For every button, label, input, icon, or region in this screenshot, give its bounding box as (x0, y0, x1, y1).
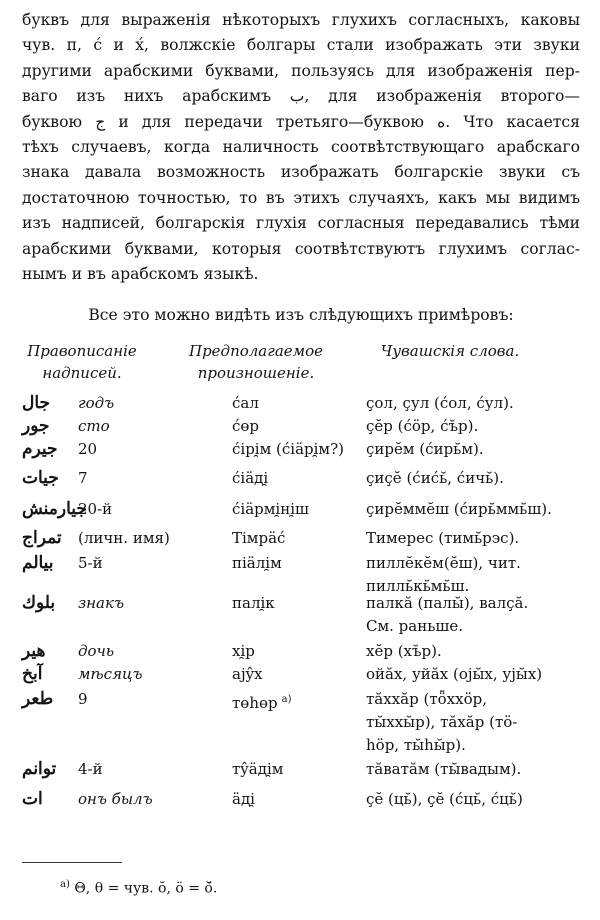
pronunciation (232, 663, 263, 686)
table-row (0, 640, 600, 663)
translation: дочь (78, 642, 115, 660)
pronunciation (232, 688, 292, 715)
table-row (0, 415, 600, 438)
numeral-label: 20-й (78, 500, 113, 518)
table-row (0, 592, 600, 640)
translation: годъ (78, 394, 115, 412)
footnote-rule (22, 862, 122, 863)
numeral-label: 4-й (78, 760, 103, 778)
chuvash-word: тăватăм (ты̆вадым). (366, 760, 522, 778)
paragraph-line: чув. п, ć и х́, волжскіе болгары стали изображать эти звуки (22, 36, 580, 55)
chuvash-word: çирӗммӗш (ćирь̆ммь̆ш). (366, 500, 552, 518)
chuvash-word: ойăх, уйăх (оjы̆х, уjы̆х) (366, 665, 543, 683)
pronunciation-text: піäлі̯м (232, 554, 282, 572)
arabic-spelling: آبخ (22, 664, 43, 684)
arabic-spelling: جور (22, 416, 50, 436)
pronunciation-text: аjŷх (232, 665, 263, 683)
footnote-text: Θ, θ = чув. ŏ, ö = ŏ̆. (74, 880, 218, 897)
header-spelling: Правописаніе надписей. (27, 342, 137, 382)
translation: онъ былъ (78, 790, 153, 808)
chuvash-word: çӗр (ćӧр, ćъ̆р). (366, 417, 479, 435)
chuvash-word: çирӗм (ćирь̆м). (366, 440, 484, 458)
table-row (0, 438, 600, 467)
paragraph-line: буквъ для выраженія нѣкоторыхъ глухихъ согласныхъ, каковы (22, 11, 580, 29)
pronunciation-text: ćіäрмі̯ні̯ш (232, 500, 309, 518)
translation: сто (78, 417, 110, 435)
pronunciation (232, 415, 259, 438)
paragraph-line: знака давала возможность изображать болгарскіе звуки съ (22, 163, 580, 182)
pronunciation-text: äді̯ (232, 790, 255, 808)
arabic-spelling: جال (22, 393, 51, 413)
chuvash-word: çиҫӗ (ćиćь̆, ćичь̆). (366, 469, 504, 487)
header-chuvash: Чувашскія слова. (380, 342, 520, 360)
paragraph-line: другими арабскими буквами, пользуясь для изображенія пер- (22, 61, 580, 80)
arabic-spelling: جيات (22, 468, 59, 488)
table-row (0, 788, 600, 822)
table-row (0, 498, 600, 527)
paragraph-line: арабскими буквами, которыя соотвѣтствуютъ глухимъ соглас- (22, 239, 580, 258)
numeral-label: (личн. имя) (78, 529, 170, 547)
paragraph-line: изъ надписей, болгарскія глухія согласныя передавались тѣми (22, 214, 580, 233)
chuvash-word: çол, çул (ćол, ćул). (366, 394, 514, 412)
numeral-label: 20 (78, 440, 98, 458)
arabic-spelling: بلوك (22, 593, 56, 613)
chuvash-word: Тимерес (тимь̆рэс). (366, 529, 520, 547)
pronunciation-text: ćірі̯м (ćіäрі̯м?) (232, 440, 344, 458)
pronunciation (232, 788, 255, 811)
paragraph-line: достаточною точностью, то въ этихъ случаяхъ, какъ мы видимъ (22, 188, 580, 207)
arabic-spelling: تمراج (22, 528, 62, 548)
translation: знакъ (78, 594, 124, 612)
pronunciation (232, 592, 275, 615)
paragraph-line: тѣхъ случаевъ, когда наличность соотвѣтствующаго арабскаго (22, 137, 580, 156)
numeral-label: 5-й (78, 554, 103, 572)
arabic-spelling: توانم (22, 759, 57, 779)
examples-table (0, 392, 600, 822)
pronunciation (232, 758, 283, 781)
chuvash-word: пиллӗкӗм(ӗш), чит. пилль̆кь̆мь̆ш. (366, 554, 521, 595)
paragraph-line: буквою ج и для передачи третьяго—буквою ه. Что касается (22, 112, 580, 131)
footnote-ref: a) (281, 694, 292, 705)
table-row (0, 758, 600, 788)
pronunciation-text: ćіäді̯ (232, 469, 269, 487)
arabic-spelling: جيرم (22, 439, 58, 459)
pronunciation-text: палі̯к (232, 594, 275, 612)
pronunciation-text: тŷäді̯м (232, 760, 284, 778)
arabic-spelling: ات (22, 789, 43, 809)
pronunciation-text: төһөр (232, 694, 278, 712)
pronunciation (232, 498, 309, 521)
numeral-label: 9 (78, 690, 88, 708)
table-row (0, 663, 600, 688)
paragraph-line: ваго изъ нихъ арабскимъ ب, для изображенія второго— (22, 87, 580, 106)
pronunciation (232, 467, 268, 490)
chuvash-word: хӗр (хъ̆р). (366, 642, 442, 660)
table-row (0, 527, 600, 552)
pronunciation (232, 527, 285, 550)
arabic-spelling: هير (22, 641, 46, 661)
pronunciation-text: ćөр (232, 417, 260, 435)
pronunciation-text: Тімрäć (232, 529, 286, 547)
examples-intro: Все это можно видѣть изъ слѣдующихъ примѣровъ: (88, 306, 514, 324)
pronunciation-text: хі̯р (232, 642, 255, 660)
arabic-spelling: طعر (22, 689, 54, 709)
numeral-label: 7 (78, 469, 88, 487)
table-row (0, 392, 600, 415)
table-header (0, 340, 600, 392)
pronunciation (232, 640, 255, 663)
pronunciation (232, 552, 282, 575)
arabic-spelling: بيالم (22, 553, 54, 573)
table-row (0, 467, 600, 498)
table-row (0, 552, 600, 595)
chuvash-word: палкă (палы̆), валҫӑ. См. раньше. (366, 594, 529, 635)
footnote-marker: a) (60, 879, 70, 890)
table-row (0, 688, 600, 758)
chuvash-word: тăххăр (тȫххöр, ты̆ххы̆р), тăхăр (тö- һöр, ты̆һы̆р). (366, 690, 518, 754)
chuvash-word: ҫӗ (ць̆), ҫӗ (ćць̆, ćць̆) (366, 790, 523, 808)
pronunciation (232, 392, 259, 415)
translation: мѣсяцъ (78, 665, 143, 683)
footnote (60, 874, 217, 900)
pronunciation (232, 438, 344, 461)
pronunciation-text: ćал (232, 394, 259, 412)
paragraph-line: нымъ и въ арабскомъ языкѣ. (22, 264, 259, 283)
header-pronunciation: Предполагаемое произношеніе. (189, 342, 323, 382)
body-paragraph (22, 8, 580, 287)
arabic-spelling: جيارمنش (22, 499, 87, 519)
